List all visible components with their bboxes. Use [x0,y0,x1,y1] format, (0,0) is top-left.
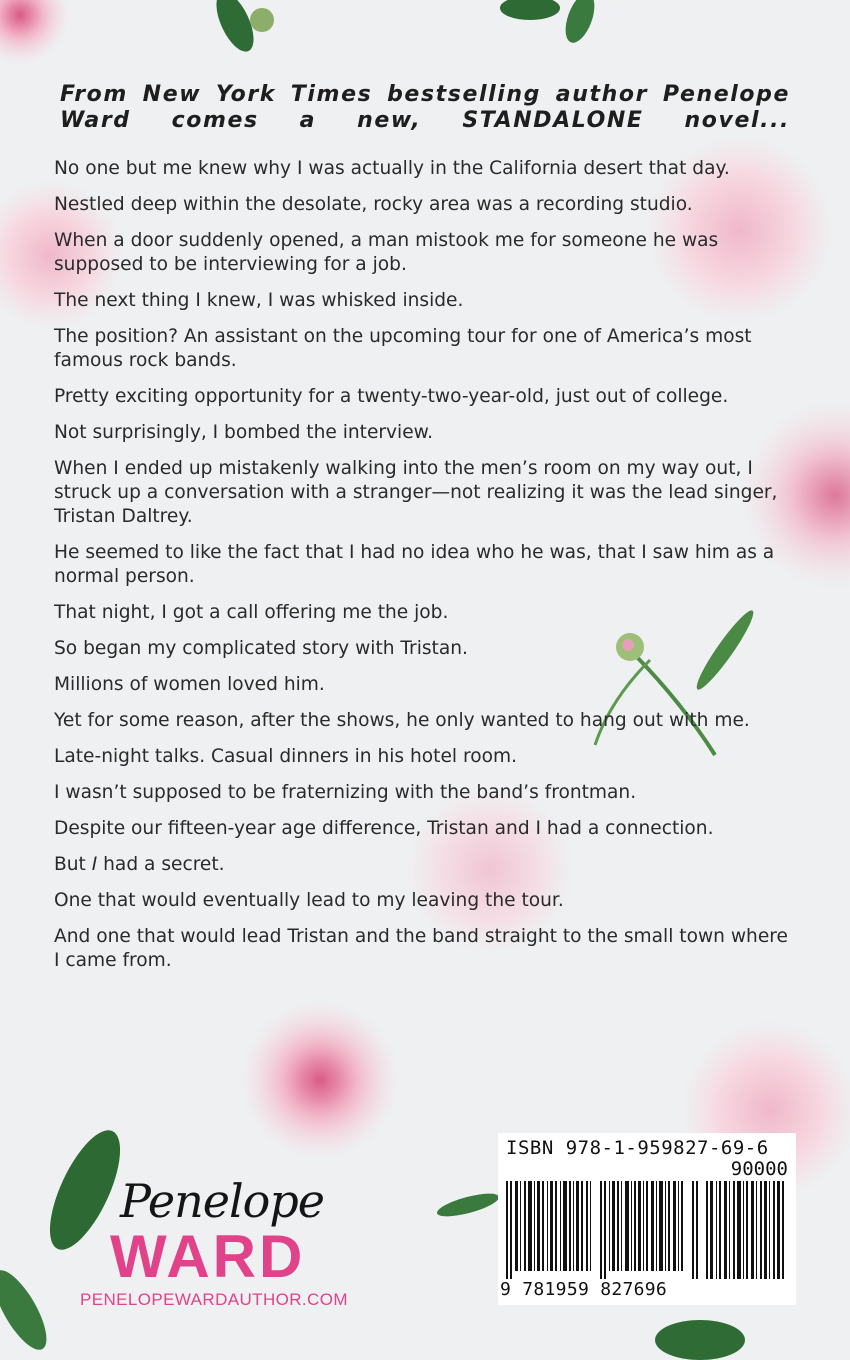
blurb-paragraph: Millions of women loved him. [54,674,325,695]
leaf-bottom-left-2 [0,1263,56,1357]
peony-bottom-center [240,1000,400,1160]
blurb-paragraph: So began my complicated story with Tristan. [54,638,468,659]
blurb-paragraph: He seemed to like the fact that I had no idea who he was, that I saw him as a normal person. [54,542,775,587]
blurb-paragraph: Late-night talks. Casual dinners in his hotel room. [54,746,517,767]
author-logo [80,1170,360,1320]
barcode-addon-bars [706,1181,788,1279]
isbn-barcode [498,1133,796,1305]
blurb-paragraph: That night, I got a call offering me the job. [54,602,449,623]
blurb-paragraph: I wasn’t supposed to be fraternizing with the band’s frontman. [54,782,637,803]
blurb-paragraph: The position? An assistant on the upcoming tour for one of America’s most famous rock bands. [54,326,752,371]
price-code: 90000 [730,1158,788,1180]
isbn-label: ISBN 978-1-959827-69-6 [506,1137,769,1159]
secret-after: had a secret. [97,854,225,875]
blurb-paragraph: Despite our fifteen-year age difference, Tristan and I had a connection. [54,818,714,839]
logo-script-name: Penelope [120,1174,325,1228]
peony-top-left [0,0,70,65]
blurb-paragraph: Nestled deep within the desolate, rocky area was a recording studio. [54,194,693,215]
leaf-top-right [500,0,560,20]
bud-top [250,8,274,32]
blurb-paragraph: Not surprisingly, I bombed the interview. [54,422,434,443]
blurb-paragraph: When a door suddenly opened, a man mistook me for someone he was supposed to be interviewing for a job. [54,230,719,275]
blurb-paragraph: No one but me knew why I was actually in the California desert that day. [54,158,730,179]
blurb-paragraph: One that would eventually lead to my leaving the tour. [54,890,564,911]
logo-surname: WARD [110,1223,306,1290]
author-website[interactable]: PENELOPEWARDAUTHOR.COM [80,1290,348,1309]
barcode-digits: 9 781959 827696 [500,1279,668,1300]
blurb-paragraph: Yet for some reason, after the shows, he only wanted to hang out with me. [54,710,750,731]
blurb-paragraph: When I ended up mistakenly walking into the men’s room on my way out, I struck up a conversation with a stranger—not realizing it was the lead singer, Tristan Daltrey. [54,458,778,527]
leaf-bottom-mid [435,1189,501,1221]
secret-before: But [54,854,92,875]
blurb-paragraph: Pretty exciting opportunity for a twenty-two-year-old, just out of college. [54,386,729,407]
leaf-top-left [209,0,261,57]
blurb-paragraph: And one that would lead Tristan and the band straight to the small town where I came from. [54,926,788,971]
barcode-main-bars [506,1181,702,1279]
leaf-bottom-right [655,1320,745,1360]
blurb-paragraph: The next thing I knew, I was whisked inside. [54,290,464,311]
secret-line [54,853,794,877]
leaf-top-right-2 [560,0,600,47]
secret-emphasis: I [91,854,98,875]
tagline: From New York Times bestselling author Penelope Ward comes a new, STANDALONE novel... [60,82,790,133]
book-blurb [54,157,794,985]
